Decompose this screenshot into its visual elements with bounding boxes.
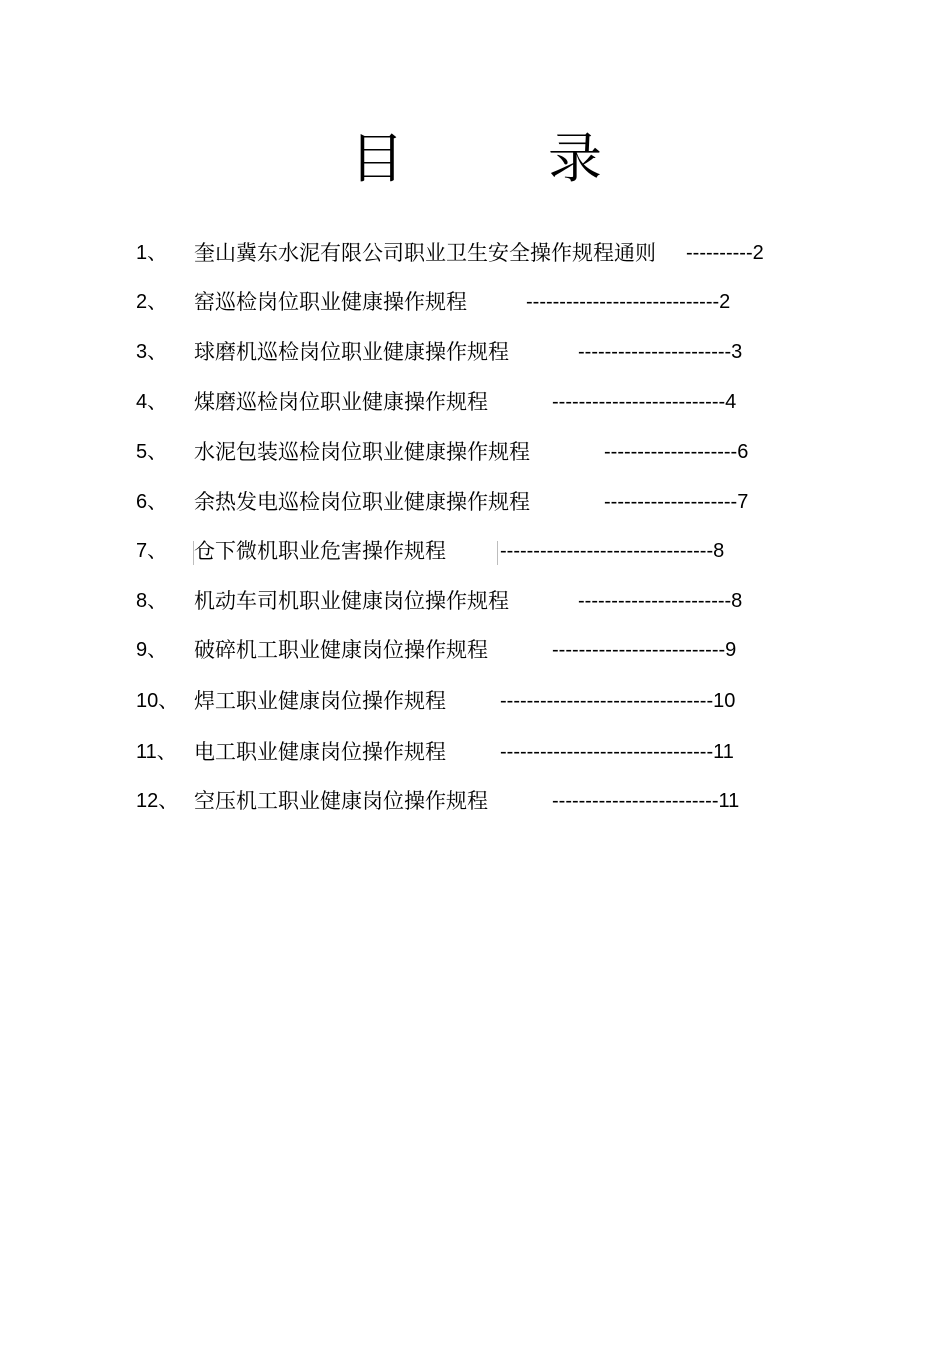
toc-entry-10[interactable] <box>0 686 950 716</box>
text-cursor-mark <box>497 541 498 565</box>
toc-entry-11[interactable] <box>0 737 950 767</box>
toc-entry-number: 11、 <box>136 741 177 763</box>
title-char-1: 目 <box>350 127 404 190</box>
toc-entry-title: 窑巡检岗位职业健康操作规程 <box>194 290 467 314</box>
toc-entry-number: 3、 <box>136 341 168 363</box>
toc-entry-page: -----------------------3 <box>578 341 743 363</box>
toc-entry-title: 余热发电巡检岗位职业健康操作规程 <box>194 490 530 514</box>
toc-entry-number: 2、 <box>136 291 168 313</box>
toc-entry-page: --------------------------------8 <box>500 540 725 562</box>
toc-entry-title: 电工职业健康岗位操作规程 <box>194 740 446 764</box>
toc-entry-8[interactable] <box>0 586 950 616</box>
toc-entry-7[interactable] <box>0 536 950 566</box>
page-title <box>0 124 950 194</box>
toc-entry-page: --------------------7 <box>604 491 749 513</box>
toc-entry-6[interactable] <box>0 487 950 517</box>
toc-entry-title: 破碎机工职业健康岗位操作规程 <box>194 638 488 662</box>
toc-entry-9[interactable] <box>0 635 950 665</box>
toc-entry-number: 4、 <box>136 391 168 413</box>
title-char-2: 录 <box>548 127 602 190</box>
toc-entry-page: ----------2 <box>686 242 764 264</box>
toc-entry-title: 机动车司机职业健康岗位操作规程 <box>194 589 509 613</box>
toc-entry-title: 奎山冀东水泥有限公司职业卫生安全操作规程通则 <box>194 241 656 265</box>
toc-entry-page: --------------------------9 <box>552 639 737 661</box>
toc-entry-number: 5、 <box>136 441 168 463</box>
toc-entry-2[interactable] <box>0 287 950 317</box>
toc-entry-5[interactable] <box>0 437 950 467</box>
toc-entry-number: 10、 <box>136 690 179 712</box>
toc-entry-3[interactable] <box>0 337 950 367</box>
toc-entry-title: 水泥包装巡检岗位职业健康操作规程 <box>194 440 530 464</box>
toc-entry-number: 8、 <box>136 590 168 612</box>
toc-entry-page: --------------------------4 <box>552 391 737 413</box>
toc-entry-number: 9、 <box>136 639 168 661</box>
toc-entry-page: --------------------------------10 <box>500 690 736 712</box>
toc-entry-title: 球磨机巡检岗位职业健康操作规程 <box>194 340 509 364</box>
toc-entry-page: -----------------------------2 <box>526 291 731 313</box>
toc-entry-title: 焊工职业健康岗位操作规程 <box>194 689 446 713</box>
toc-entry-title: 仓下微机职业危害操作规程 <box>194 539 446 563</box>
toc-entry-title: 煤磨巡检岗位职业健康操作规程 <box>194 390 488 414</box>
toc-entry-number: 12、 <box>136 790 179 812</box>
toc-entry-number: 6、 <box>136 491 168 513</box>
toc-entry-page: -----------------------8 <box>578 590 743 612</box>
toc-entry-page: -------------------------11 <box>552 790 740 812</box>
toc-entry-1[interactable] <box>0 238 950 268</box>
toc-entry-page: --------------------6 <box>604 441 749 463</box>
toc-entry-12[interactable] <box>0 786 950 816</box>
toc-entry-number: 7、 <box>136 540 168 562</box>
toc-entry-number: 1、 <box>136 242 168 264</box>
toc-entry-page: --------------------------------11 <box>500 741 734 763</box>
toc-entry-4[interactable] <box>0 387 950 417</box>
toc-entry-title: 空压机工职业健康岗位操作规程 <box>194 789 488 813</box>
